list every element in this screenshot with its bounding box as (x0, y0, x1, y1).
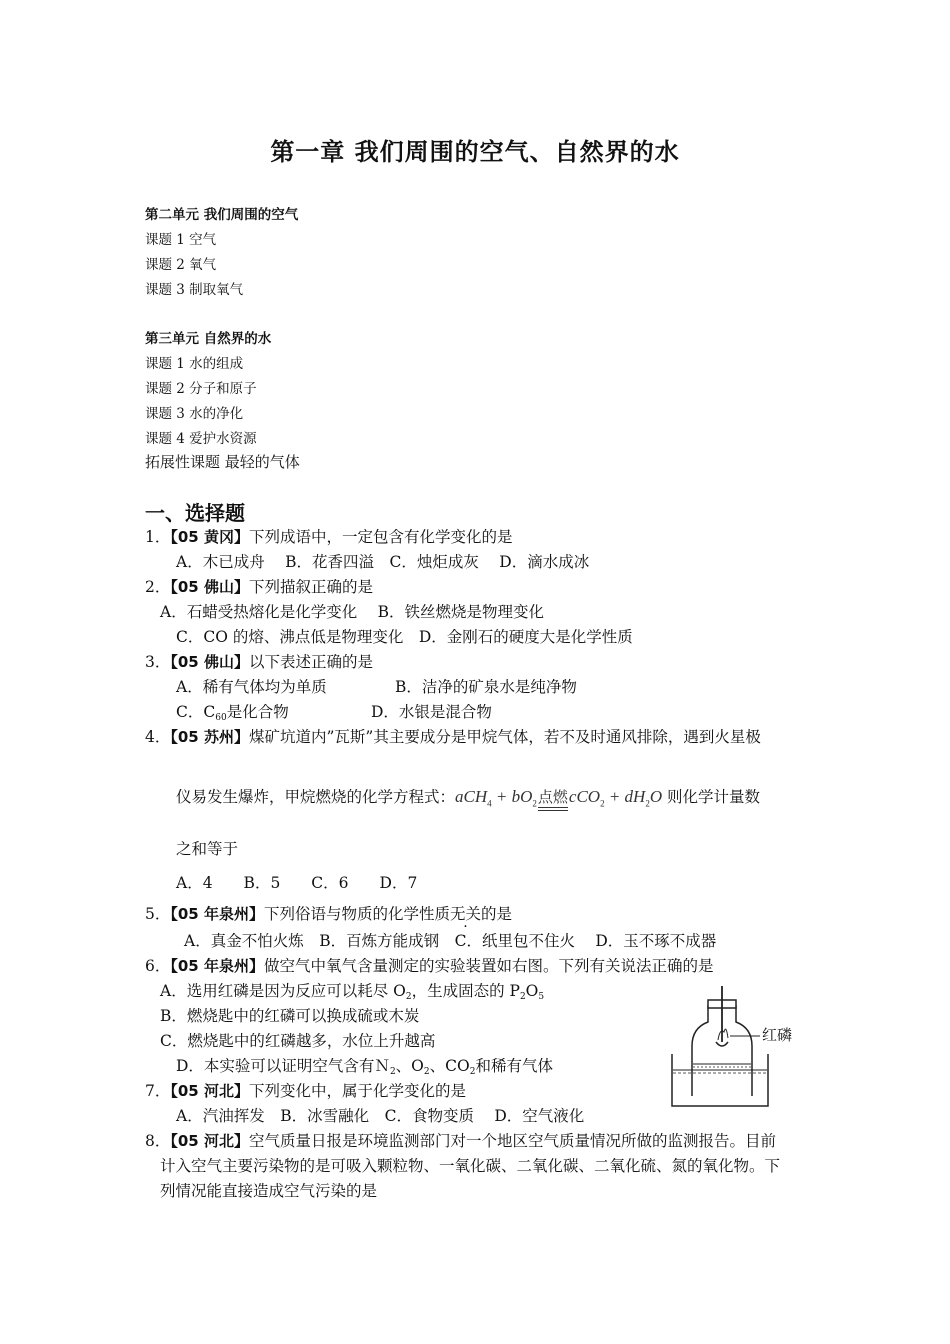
figure-label-red-phosphorus: 红磷 (762, 1026, 793, 1044)
toc-item: 课题 1 空气 (145, 232, 217, 248)
q6-option-c: C．燃烧匙中的红磷越多，水位上升越高 (160, 1032, 436, 1050)
toc-item: 课题 1 水的组成 (145, 356, 244, 372)
question-source: 【05 河北】 (170, 1082, 249, 1100)
oxygen-measurement-apparatus-figure (668, 984, 818, 1112)
question-5: 5．【05 年泉州】下列俗语与物质的化学性质无关的是 (145, 905, 513, 923)
question-number: 2． (145, 578, 171, 596)
q7-options: A．汽油挥发 B．冰雪融化 C．食物变质 D．空气液化 (176, 1107, 585, 1125)
question-source: 【05 佛山】 (170, 653, 249, 671)
methane-combustion-equation: $aCH_4 + bO_2$点燃$cCO_2 + dH_2O$ (455, 787, 663, 809)
question-stem: 下列描叙正确的是 (248, 578, 373, 596)
question-number: 3． (145, 653, 171, 671)
q6-option-d: D．本实验可以证明空气含有Ｎ2、O2、CO2和稀有气体 (176, 1057, 553, 1077)
question-source: 【05 黄冈】 (170, 528, 249, 546)
q1-options: A．木已成舟 B．花香四溢 C．烛炬成灰 D．滴水成冰 (176, 553, 590, 571)
question-4 (145, 725, 761, 747)
question-stem: 空气质量日报是环境监测部门对一个地区空气质量情况所做的监测报告。目前 (248, 1132, 776, 1150)
q3-option-d: D．水银是混合物 (371, 703, 492, 721)
toc-unit-2: 第二单元 我们周围的空气 (145, 207, 299, 223)
emphasized-word: 无关 (450, 905, 482, 923)
q4-line-3: 之和等于 (176, 840, 239, 858)
question-source: 【05 年泉州】 (170, 957, 264, 975)
q5-options: A．真金不怕火炼 B．百炼方能成钢 C．纸里包不住火 D．玉不琢不成器 (184, 932, 717, 950)
question-8 (145, 1129, 776, 1151)
question-7 (145, 1079, 466, 1101)
page-title: 第一章 我们周围的空气、自然界的水 (270, 137, 680, 166)
q3-option-a: A．稀有气体均为单质 (176, 678, 327, 696)
q2-options-line-1: A．石蜡受热熔化是化学变化 B．铁丝燃烧是物理变化 (160, 603, 545, 621)
question-number: 7． (145, 1082, 171, 1100)
question-1 (145, 525, 513, 547)
q8-line-2: 计入空气主要污染物的是可吸入颗粒物、一氧化碳、二氧化碳、二氧化硫、氮的氧化物。下 (160, 1157, 781, 1175)
question-3 (145, 650, 373, 672)
question-source: 【05 佛山】 (170, 578, 249, 596)
question-stem: 以下表述正确的是 (248, 653, 373, 671)
question-2 (145, 575, 373, 597)
q4-line-2: 仪易发生爆炸，甲烷燃烧的化学方程式：$aCH_4 + bO_2$点燃$cCO_2 + dH_2O$ 则化学计量数 (176, 787, 761, 809)
question-number: 4． (145, 728, 171, 746)
q3-option-b: B．洁净的矿泉水是纯净物 (395, 678, 577, 696)
q6-option-b: B．燃烧匙中的红磷可以换成硫或木炭 (160, 1007, 420, 1025)
question-source: 【05 苏州】 (170, 728, 249, 746)
q2-options-line-2: C．CO 的熔、沸点低是物理变化 D．金刚石的硬度大是化学性质 (176, 628, 633, 646)
question-source: 【05 年泉州】 (170, 905, 264, 923)
q6-option-a: A．选用红磷是因为反应可以耗尽 O2，生成固态的 P2O5 (160, 982, 545, 1002)
question-6 (145, 954, 714, 976)
question-number: 6． (145, 957, 171, 975)
section-heading: 一、选择题 (145, 501, 245, 525)
toc-item: 课题 2 氧气 (145, 257, 217, 273)
q3-option-c: C．C60是化合物 (176, 703, 289, 723)
toc-item: 课题 3 水的净化 (145, 406, 244, 422)
toc-unit-3: 第三单元 自然界的水 (145, 331, 272, 347)
toc-item: 课题 4 爱护水资源 (145, 431, 257, 447)
toc-item: 课题 2 分子和原子 (145, 381, 257, 397)
question-number: 5． (145, 905, 171, 923)
toc-item: 课题 3 制取氧气 (145, 282, 244, 298)
question-stem: 煤矿坑道内”瓦斯”其主要成分是甲烷气体，若不及时通风排除，遇到火星极 (248, 728, 761, 746)
question-stem: 下列变化中，属于化学变化的是 (248, 1082, 466, 1100)
question-source: 【05 河北】 (170, 1132, 249, 1150)
q8-line-3: 列情况能直接造成空气污染的是 (160, 1182, 378, 1200)
reaction-condition: 点燃 (538, 786, 568, 807)
apparatus-drawing (668, 984, 818, 1112)
question-number: 8． (145, 1132, 171, 1150)
toc-item: 拓展性课题 最轻的气体 (145, 453, 300, 471)
question-stem: 做空气中氧气含量测定的实验装置如右图。下列有关说法正确的是 (263, 957, 714, 975)
question-stem: 下列成语中，一定包含有化学变化的是 (248, 528, 513, 546)
q4-options: A．4 B．5 C．6 D．7 (176, 874, 418, 892)
question-number: 1． (145, 528, 171, 546)
